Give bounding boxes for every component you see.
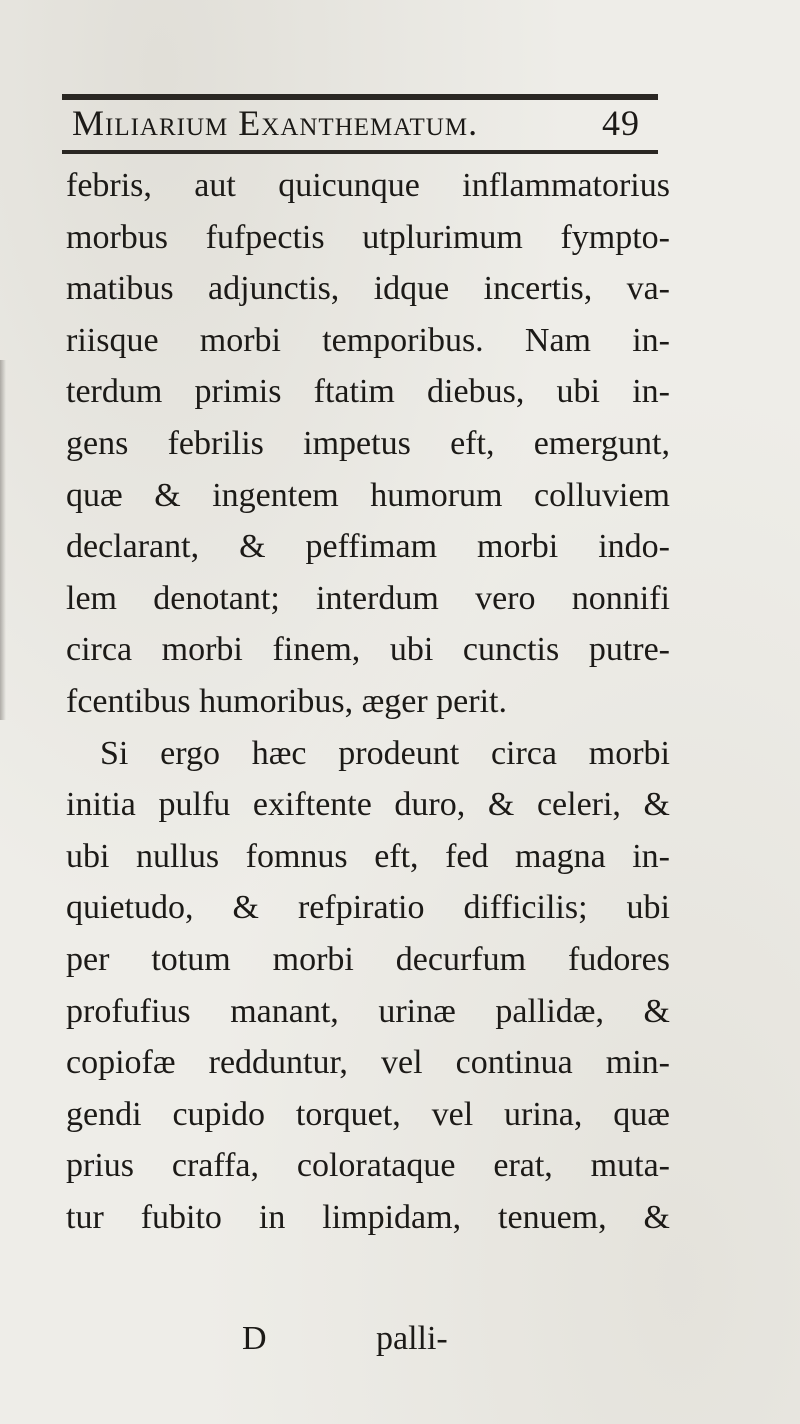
catchword: palli- bbox=[376, 1320, 448, 1357]
text-line: febris, aut quicunque inflammatorius bbox=[66, 167, 670, 204]
text-line: copiofæ redduntur, vel continua min- bbox=[66, 1044, 670, 1082]
body-text bbox=[66, 160, 670, 1243]
text-line: declarant, & peffimam morbi indo- bbox=[66, 528, 670, 566]
paragraph-start-line: Si ergo hæc prodeunt circa morbi bbox=[100, 734, 670, 772]
text-line: initia pulfu exiftente duro, & celeri, & bbox=[66, 786, 670, 824]
text-line: lem denotant; interdum vero nonnifi bbox=[66, 579, 670, 617]
binding-shadow bbox=[0, 360, 6, 720]
text-line: riisque morbi temporibus. Nam in- bbox=[66, 321, 670, 359]
running-head-title: Miliarium Exanthematum. bbox=[72, 103, 479, 143]
text-line: gens febrilis impetus eft, emergunt, bbox=[66, 424, 670, 462]
text-line: quæ & ingentem humorum colluviem bbox=[66, 476, 670, 514]
page-number: 49 bbox=[602, 103, 640, 143]
text-line: per totum morbi decurfum fudores bbox=[66, 940, 670, 978]
text-line: morbus fufpectis utplurimum fympto- bbox=[66, 218, 670, 256]
text-line: gendi cupido torquet, vel urina, quæ bbox=[66, 1095, 670, 1133]
text-line: ubi nullus fomnus eft, fed magna in- bbox=[66, 837, 670, 875]
text-line: tur fubito in limpidam, tenuem, & bbox=[66, 1198, 670, 1236]
text-line: prius craffa, colorataque erat, muta- bbox=[66, 1147, 670, 1185]
header-bottom-rule bbox=[62, 150, 658, 154]
signature-mark: D bbox=[242, 1320, 267, 1357]
running-head bbox=[72, 100, 672, 146]
text-line: terdum primis ftatim diebus, ubi in- bbox=[66, 373, 670, 411]
text-line: profufius manant, urinæ pallidæ, & bbox=[66, 992, 670, 1030]
text-line: matibus adjunctis, idque incertis, va- bbox=[66, 270, 670, 308]
text-line: circa morbi finem, ubi cunctis putre- bbox=[66, 631, 670, 669]
page-footer bbox=[66, 1313, 670, 1365]
text-line: quietudo, & refpiratio difficilis; ubi bbox=[66, 889, 670, 927]
text-line: fcentibus humoribus, æger perit. bbox=[66, 682, 507, 720]
